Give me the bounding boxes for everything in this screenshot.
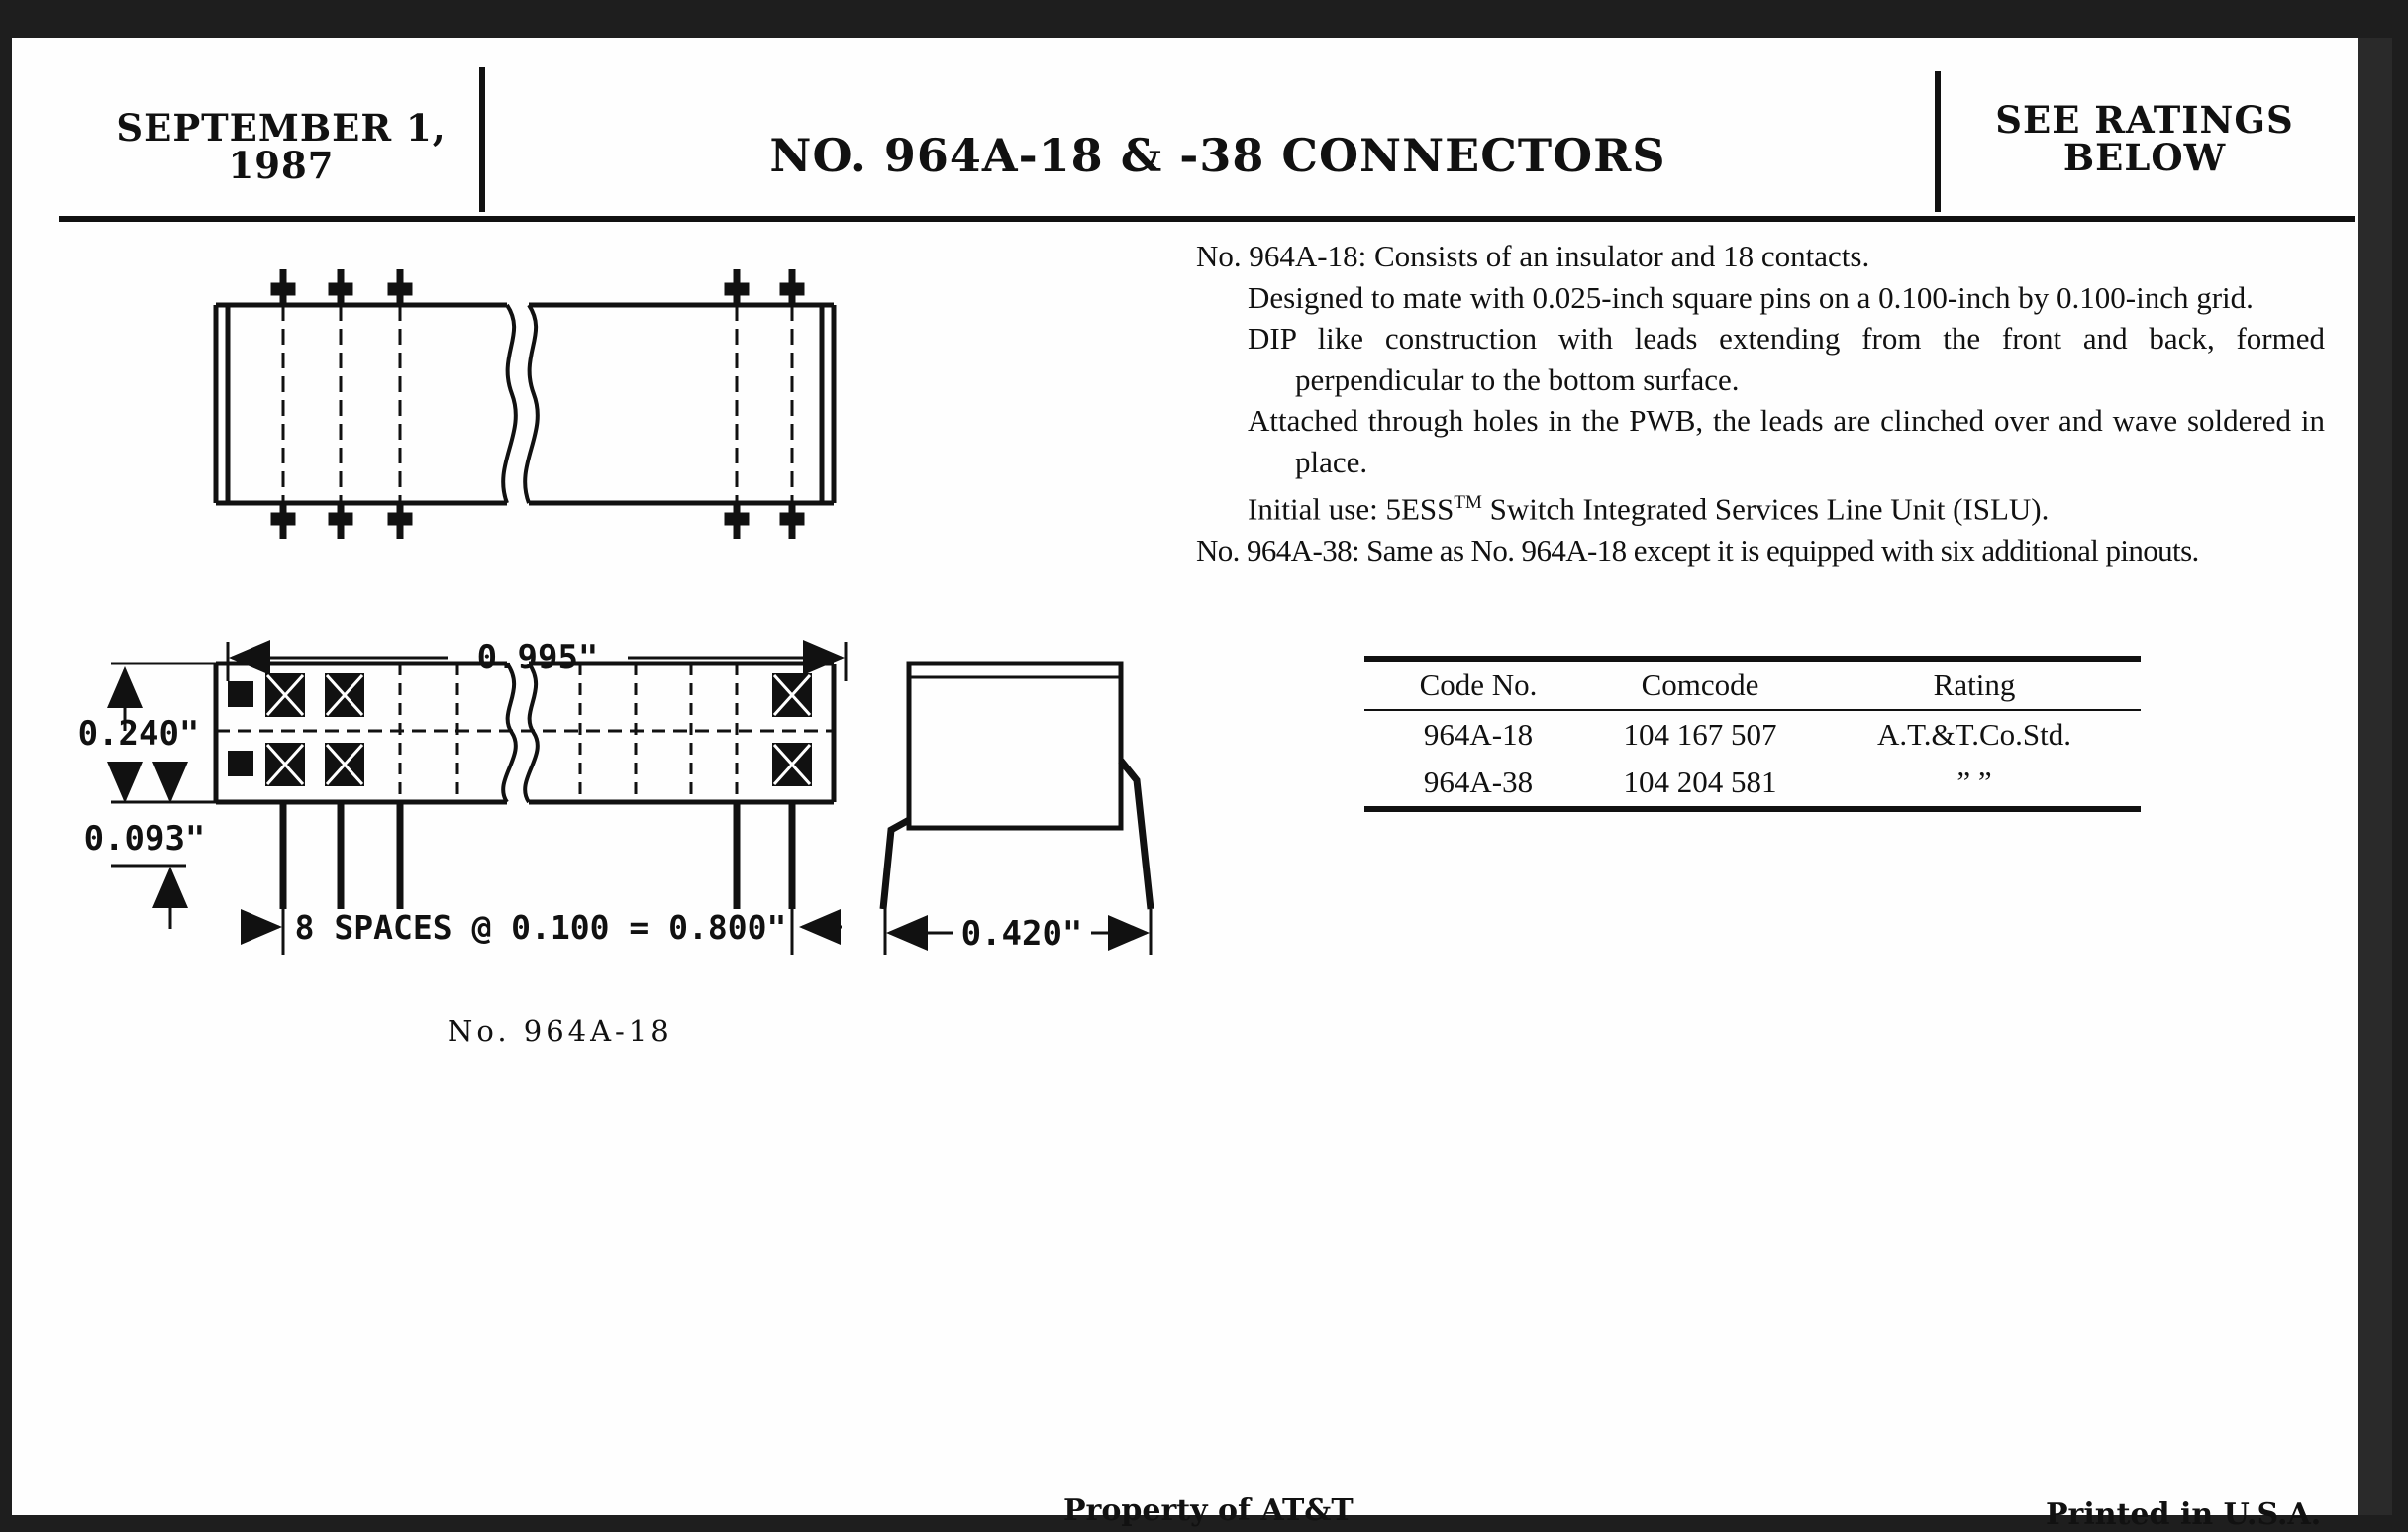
dim-spacing: 8 SPACES @ 0.100 = 0.800" <box>294 908 787 947</box>
ratings-table <box>1364 656 2141 812</box>
connector-drawing <box>12 38 1200 1087</box>
spec-sheet <box>12 38 2392 1532</box>
cell-rating: A.T.&T.Co.Std. <box>1876 717 2072 752</box>
table-row <box>1364 711 2141 759</box>
cell-code: 964A-18 <box>1423 717 1534 752</box>
table-bottom-rule <box>1364 806 2141 812</box>
header-comcode: Comcode <box>1641 667 1759 702</box>
footer-printed: Printed in U.S.A. <box>2046 1497 2322 1532</box>
dim-width: 0.420" <box>960 914 1083 954</box>
dim-length: 0.995" <box>476 638 599 677</box>
scan-edge <box>2358 38 2392 1515</box>
header-divider-right <box>1935 71 1941 212</box>
footer-property: Property of AT&T <box>1063 1493 1354 1528</box>
description-mating: Designed to mate with 0.025-inch square pins on a 0.100-inch by 0.100-inch grid. <box>1248 279 2254 315</box>
dim-height: 0.240" <box>77 714 200 754</box>
ratings-header <box>1956 98 2333 179</box>
description-initial-use: Initial use: 5ESS™ Switch Integrated Services Line Unit (ISLU). <box>1248 491 2050 527</box>
date-line2: 1987 <box>228 144 335 187</box>
cell-rating: ” ” <box>1956 765 1992 799</box>
top-view <box>216 269 834 539</box>
table-row <box>1364 759 2141 806</box>
header-code-no: Code No. <box>1419 667 1538 702</box>
description <box>1196 236 2325 570</box>
front-view <box>216 664 834 909</box>
date-line1: SEPTEMBER 1, <box>116 106 447 150</box>
side-view <box>883 664 1151 909</box>
drawing-caption: No. 964A-18 <box>448 1014 673 1048</box>
description-attachment: Attached through holes in the PWB, the leads are clinched over and wave soldered in place. <box>1248 403 2325 479</box>
cell-code: 964A-38 <box>1423 765 1534 799</box>
description-construction: DIP like construction with leads extending from the front and back, formed perpendicular to the bottom surface. <box>1248 321 2325 397</box>
ratings-line1: SEE RATINGS <box>1995 98 2294 142</box>
description-964a18: No. 964A-18: Consists of an insulator and 18 contacts. <box>1196 239 1870 273</box>
header-rating: Rating <box>1933 667 2016 702</box>
dim-offset: 0.093" <box>83 819 206 859</box>
cell-comcode: 104 167 507 <box>1623 717 1777 752</box>
description-964a38: No. 964A-38: Same as No. 964A-18 except it is equipped with six additional pinouts. <box>1196 532 2199 567</box>
cell-comcode: 104 204 581 <box>1623 765 1777 799</box>
page-title: NO. 964A-18 & -38 CONNECTORS <box>769 129 1666 182</box>
ratings-line2: BELOW <box>2062 136 2227 179</box>
table-header-row <box>1364 662 2141 709</box>
